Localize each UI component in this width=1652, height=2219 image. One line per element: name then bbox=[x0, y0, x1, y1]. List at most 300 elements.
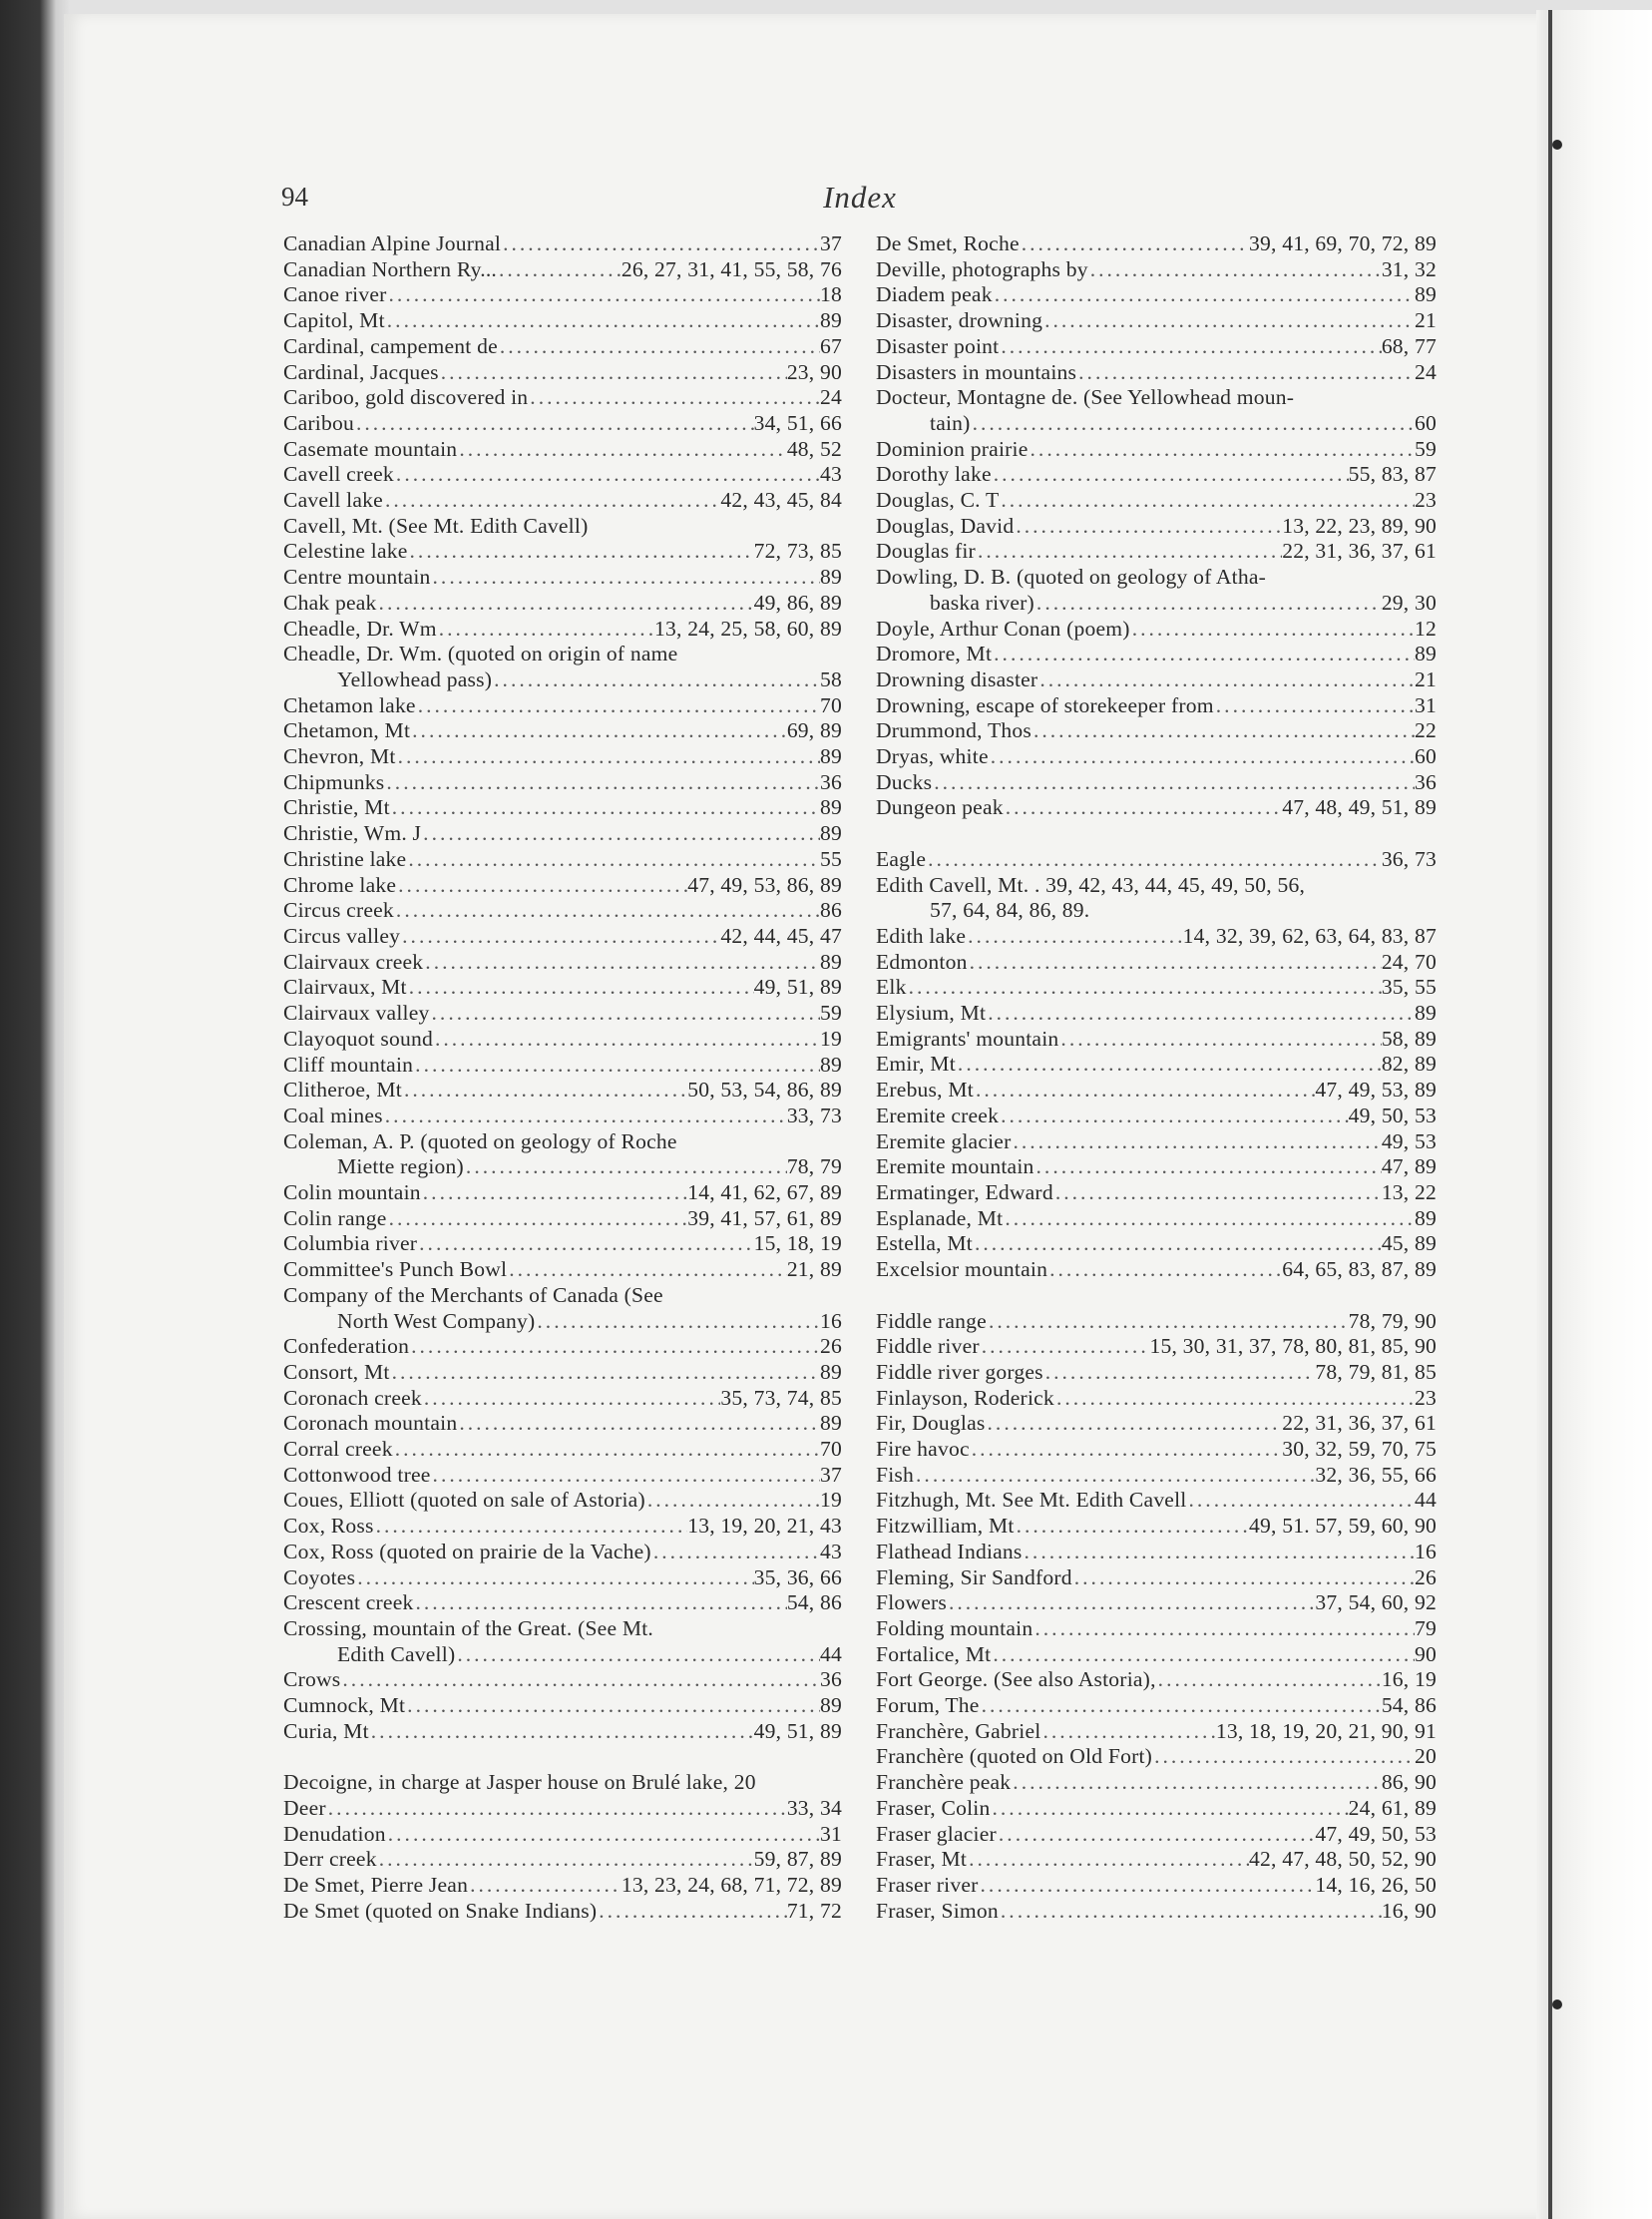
index-entry bbox=[283, 539, 842, 565]
page-references: 58 bbox=[820, 666, 842, 691]
index-term: Disaster point bbox=[876, 333, 1000, 358]
page-references: 36 bbox=[820, 1667, 842, 1692]
index-term: Clairvaux, Mt bbox=[283, 975, 407, 1000]
dot-leader bbox=[926, 847, 1382, 873]
dot-leader bbox=[421, 1180, 687, 1206]
index-term: Cox, Ross bbox=[283, 1514, 374, 1539]
index-entry bbox=[283, 334, 842, 360]
index-entry bbox=[283, 1642, 842, 1668]
index-entry bbox=[876, 462, 1437, 488]
index-term: Fire havoc bbox=[876, 1437, 970, 1462]
index-term: Cavell creek bbox=[283, 462, 394, 487]
index-entry bbox=[876, 591, 1437, 617]
index-entry bbox=[283, 975, 842, 1001]
page-references: 67 bbox=[820, 333, 842, 358]
index-entry bbox=[283, 1180, 842, 1206]
index-entry bbox=[876, 642, 1437, 667]
dot-leader bbox=[651, 1540, 820, 1565]
dot-leader bbox=[1023, 1540, 1415, 1565]
index-entry bbox=[283, 565, 842, 591]
page-references: 69, 89 bbox=[786, 718, 842, 743]
index-entry bbox=[283, 924, 842, 950]
index-term: Disasters in mountains bbox=[876, 359, 1077, 384]
page-references: 49, 86, 89 bbox=[753, 590, 842, 615]
dot-leader bbox=[997, 1822, 1316, 1848]
index-term: Fraser glacier bbox=[876, 1821, 997, 1846]
index-term: Excelsior mountain bbox=[876, 1257, 1048, 1282]
index-entry bbox=[283, 795, 842, 821]
index-entry bbox=[876, 1129, 1437, 1155]
index-term: Dryas, white bbox=[876, 744, 989, 769]
index-term: Folding mountain bbox=[876, 1615, 1033, 1640]
dot-leader bbox=[431, 1463, 820, 1489]
dot-leader bbox=[1004, 795, 1283, 821]
dot-leader bbox=[1037, 667, 1415, 693]
page-references: 44 bbox=[1415, 1488, 1437, 1513]
page-right-edge bbox=[1536, 10, 1652, 2219]
page-references: 48, 52 bbox=[786, 436, 842, 461]
page-references: 33, 34 bbox=[786, 1795, 842, 1820]
dot-leader bbox=[1072, 1565, 1415, 1591]
index-term: Derr creek bbox=[283, 1847, 377, 1872]
dot-leader bbox=[408, 539, 754, 565]
dot-leader bbox=[987, 1309, 1349, 1335]
index-entry bbox=[876, 617, 1437, 643]
dot-leader bbox=[386, 1822, 820, 1848]
page-references: 21 bbox=[1415, 666, 1437, 691]
page-references: 26 bbox=[820, 1334, 842, 1359]
index-term: baska river) bbox=[930, 590, 1034, 615]
dot-leader bbox=[991, 1642, 1415, 1668]
index-entry bbox=[283, 718, 842, 744]
page-references: 55 bbox=[820, 846, 842, 871]
index-term: Denudation bbox=[283, 1821, 386, 1846]
index-term: Miette region) bbox=[337, 1154, 464, 1179]
index-term: Edith Cavell) bbox=[337, 1641, 456, 1666]
page-references: 82, 89 bbox=[1381, 1052, 1437, 1077]
index-term: Ermatinger, Edward bbox=[876, 1180, 1053, 1204]
index-entry bbox=[876, 718, 1437, 744]
page-references: 47, 49, 50, 53 bbox=[1315, 1821, 1437, 1846]
index-entry bbox=[876, 257, 1437, 283]
index-term: Douglas fir bbox=[876, 539, 976, 564]
page-references: 47, 49, 53, 89 bbox=[1315, 1078, 1437, 1103]
dot-leader bbox=[979, 1873, 1316, 1899]
page-references: 14, 16, 26, 50 bbox=[1315, 1872, 1437, 1897]
page-references: 34, 51, 66 bbox=[753, 410, 842, 435]
index-term: Eagle bbox=[876, 846, 927, 871]
index-entry bbox=[876, 1437, 1437, 1463]
dot-leader bbox=[396, 744, 820, 770]
index-term: Edith lake bbox=[876, 923, 967, 948]
dot-leader bbox=[468, 1873, 621, 1899]
index-term: Chetamon, Mt bbox=[283, 718, 411, 743]
index-term: Diadem peak bbox=[876, 282, 993, 307]
page-references: 78, 79 bbox=[786, 1154, 842, 1179]
index-term: Christie, Wm. J bbox=[283, 821, 422, 846]
page-references: 86 bbox=[820, 898, 842, 923]
page-references: 16, 19 bbox=[1381, 1667, 1437, 1692]
index-entry bbox=[283, 282, 842, 308]
index-term: Cardinal, campement de bbox=[283, 333, 498, 358]
dot-leader bbox=[992, 462, 1349, 488]
index-term: Christie, Mt bbox=[283, 795, 390, 820]
index-term: Columbia river bbox=[283, 1231, 418, 1256]
index-term: Elysium, Mt bbox=[876, 1001, 987, 1026]
index-term: Flowers bbox=[876, 1590, 947, 1615]
dot-leader bbox=[423, 950, 820, 976]
index-entry: Company of the Merchants of Canada (See bbox=[283, 1282, 663, 1307]
index-term: Fiddle river bbox=[876, 1334, 980, 1359]
page-references: 24, 61, 89 bbox=[1348, 1795, 1437, 1820]
dot-leader bbox=[431, 565, 820, 591]
index-term: Corral creek bbox=[283, 1437, 393, 1462]
page-references: 18 bbox=[820, 282, 842, 307]
index-entry bbox=[876, 1309, 1437, 1335]
page-references: 89 bbox=[1415, 1205, 1437, 1230]
index-entry bbox=[283, 1360, 842, 1386]
page-references: 78, 79, 90 bbox=[1348, 1308, 1437, 1333]
index-term: Fraser river bbox=[876, 1872, 979, 1897]
index-term: Cox, Ross (quoted on prairie de la Vache) bbox=[283, 1539, 651, 1563]
page-references: 44 bbox=[820, 1641, 842, 1666]
dot-leader bbox=[1011, 1129, 1381, 1155]
index-term: Canadian Northern Ry... bbox=[283, 256, 498, 281]
index-column-right bbox=[876, 231, 1437, 1924]
index-entry bbox=[876, 1231, 1437, 1257]
index-entry bbox=[876, 1206, 1437, 1232]
dot-leader bbox=[385, 308, 820, 334]
index-entry bbox=[283, 1411, 842, 1437]
index-entry: 57, 64, 84, 86, 89. bbox=[930, 898, 1090, 923]
index-entry bbox=[283, 1565, 842, 1591]
index-term: Fortalice, Mt bbox=[876, 1641, 992, 1666]
dot-leader bbox=[384, 770, 820, 796]
index-entry bbox=[283, 1514, 842, 1540]
index-entry bbox=[283, 1154, 842, 1180]
page-references: 54, 86 bbox=[1381, 1693, 1437, 1718]
dot-leader bbox=[1034, 1154, 1382, 1180]
page-references: 49, 51, 89 bbox=[753, 975, 842, 1000]
index-entry bbox=[283, 1822, 842, 1848]
index-term: Cardinal, Jacques bbox=[283, 359, 439, 384]
page-references: 23 bbox=[1415, 488, 1437, 513]
dot-leader bbox=[387, 282, 820, 308]
index-term: Chevron, Mt bbox=[283, 744, 396, 769]
index-term: Emir, Mt bbox=[876, 1052, 956, 1077]
index-term: Fraser, Simon bbox=[876, 1898, 999, 1923]
page-references: 49, 50, 53 bbox=[1348, 1103, 1437, 1127]
index-term: Canoe river bbox=[283, 282, 387, 307]
index-term: North West Company) bbox=[337, 1308, 536, 1333]
dot-leader bbox=[354, 411, 754, 437]
index-entry bbox=[876, 1719, 1437, 1745]
index-entry bbox=[283, 257, 842, 283]
index-entry bbox=[283, 617, 842, 643]
index-entry bbox=[876, 1847, 1437, 1873]
index-term: Colin mountain bbox=[283, 1180, 421, 1205]
page-references: 31 bbox=[1415, 692, 1437, 717]
page-references: 47, 49, 53, 86, 89 bbox=[687, 872, 842, 897]
page-references: 89 bbox=[820, 565, 842, 590]
index-entry bbox=[876, 1360, 1437, 1386]
index-term: Chrome lake bbox=[283, 872, 397, 897]
index-entry bbox=[283, 1001, 842, 1027]
index-term: tain) bbox=[930, 410, 971, 435]
page-references: 13, 19, 20, 21, 43 bbox=[687, 1514, 842, 1539]
dot-leader bbox=[992, 642, 1415, 667]
page-references: 42, 47, 48, 50, 52, 90 bbox=[1249, 1847, 1437, 1872]
dot-leader bbox=[966, 924, 1183, 950]
dot-leader bbox=[464, 1154, 787, 1180]
index-term: Christine lake bbox=[283, 846, 407, 871]
index-entry bbox=[283, 1719, 842, 1745]
index-term: De Smet, Roche bbox=[876, 231, 1020, 255]
dot-leader bbox=[430, 1001, 820, 1027]
index-term: Fleming, Sir Sandford bbox=[876, 1564, 1072, 1589]
index-term: Capitol, Mt bbox=[283, 308, 385, 333]
page-references: 59 bbox=[820, 1001, 842, 1026]
page-references: 43 bbox=[820, 1539, 842, 1563]
index-entry bbox=[283, 821, 842, 847]
index-term: Fraser, Colin bbox=[876, 1795, 991, 1820]
index-entry bbox=[876, 667, 1437, 693]
index-term: Emigrants' mountain bbox=[876, 1026, 1059, 1051]
page-references: 90 bbox=[1415, 1641, 1437, 1666]
page-references: 32, 36, 55, 66 bbox=[1315, 1462, 1437, 1487]
dot-leader bbox=[1042, 308, 1415, 334]
page-references: 36 bbox=[820, 769, 842, 794]
dot-leader bbox=[645, 1488, 820, 1514]
index-term: Fiddle range bbox=[876, 1308, 987, 1333]
page-references: 89 bbox=[820, 1052, 842, 1077]
page-references: 43 bbox=[820, 462, 842, 487]
dot-leader bbox=[396, 873, 687, 899]
page-references: 89 bbox=[1415, 1001, 1437, 1026]
index-term: Edmonton bbox=[876, 949, 968, 974]
page-references: 13, 22, 23, 89, 90 bbox=[1282, 513, 1437, 538]
index-term: Dominion prairie bbox=[876, 436, 1029, 461]
dot-leader bbox=[1156, 1667, 1382, 1693]
page-references: 31 bbox=[820, 1821, 842, 1846]
dot-leader bbox=[1029, 437, 1415, 463]
page-references: 42, 44, 45, 47 bbox=[720, 923, 842, 948]
index-entry bbox=[876, 1386, 1437, 1412]
dot-leader bbox=[374, 1514, 688, 1540]
page-references: 86, 90 bbox=[1381, 1770, 1437, 1795]
index-term: Coronach creek bbox=[283, 1385, 422, 1410]
page-references: 19 bbox=[820, 1488, 842, 1513]
index-entry bbox=[283, 488, 842, 514]
index-entry: Docteur, Montagne de. (See Yellowhead moun- bbox=[876, 385, 1295, 410]
page-references: 29, 30 bbox=[1381, 590, 1437, 615]
dot-leader bbox=[1015, 1514, 1249, 1540]
index-term: Dromore, Mt bbox=[876, 642, 993, 666]
dot-leader bbox=[507, 1257, 787, 1283]
index-entry bbox=[876, 1667, 1437, 1693]
index-entry bbox=[283, 1899, 842, 1925]
page-references: 23, 90 bbox=[786, 359, 842, 384]
index-term: De Smet (quoted on Snake Indians) bbox=[283, 1898, 598, 1923]
index-entry bbox=[283, 462, 842, 488]
index-entry bbox=[283, 1463, 842, 1489]
index-term: Fitzwilliam, Mt bbox=[876, 1514, 1015, 1539]
index-entry bbox=[876, 360, 1437, 386]
edge-mark-top bbox=[1552, 140, 1562, 150]
page-references: 89 bbox=[820, 744, 842, 769]
dot-leader bbox=[400, 924, 720, 950]
page-references: 14, 41, 62, 67, 89 bbox=[687, 1180, 842, 1205]
index-entry bbox=[283, 231, 842, 257]
index-term: Erebus, Mt bbox=[876, 1078, 974, 1103]
index-term: Franchère peak bbox=[876, 1770, 1012, 1795]
index-entry bbox=[876, 693, 1437, 719]
index-entry bbox=[876, 437, 1437, 463]
index-entry bbox=[283, 1847, 842, 1873]
dot-leader bbox=[439, 360, 787, 386]
index-term: Clitheroe, Mt bbox=[283, 1078, 402, 1103]
index-entry bbox=[283, 1104, 842, 1129]
dot-leader bbox=[528, 385, 820, 411]
dot-leader bbox=[326, 1796, 787, 1822]
index-entry bbox=[283, 1488, 842, 1514]
page-references: 13, 23, 24, 68, 71, 72, 89 bbox=[620, 1872, 842, 1897]
page-references: 68, 77 bbox=[1381, 333, 1437, 358]
index-entry bbox=[876, 1899, 1437, 1925]
dot-leader bbox=[999, 1899, 1382, 1925]
dot-leader bbox=[433, 1027, 820, 1053]
index-term: Chak peak bbox=[283, 590, 377, 615]
dot-leader bbox=[1032, 718, 1415, 744]
index-term: Deville, photographs by bbox=[876, 256, 1088, 281]
dot-leader bbox=[501, 231, 820, 257]
dot-leader bbox=[383, 488, 720, 514]
dot-leader bbox=[417, 1231, 753, 1257]
page-references: 16, 90 bbox=[1381, 1898, 1437, 1923]
index-entry bbox=[283, 1590, 842, 1616]
page-references: 78, 79, 81, 85 bbox=[1315, 1359, 1437, 1384]
edge-mark-bottom bbox=[1552, 1999, 1562, 2009]
index-entry bbox=[283, 873, 842, 899]
page-references: 24 bbox=[1415, 359, 1437, 384]
index-entry bbox=[876, 282, 1437, 308]
dot-leader bbox=[973, 1231, 1382, 1257]
index-entry bbox=[283, 411, 842, 437]
index-entry bbox=[283, 1078, 842, 1104]
index-term: Disaster, drowning bbox=[876, 308, 1043, 333]
dot-leader bbox=[989, 744, 1415, 770]
page-references: 23 bbox=[1415, 1385, 1437, 1410]
index-entry bbox=[876, 1565, 1437, 1591]
index-term: Yellowhead pass) bbox=[337, 666, 493, 691]
index-entry bbox=[876, 1873, 1437, 1899]
index-entry bbox=[283, 360, 842, 386]
page-references: 45, 89 bbox=[1381, 1231, 1437, 1256]
page-references: 24 bbox=[820, 385, 842, 410]
index-entry bbox=[283, 1309, 842, 1335]
index-term: Chetamon lake bbox=[283, 692, 416, 717]
index-term: Circus creek bbox=[283, 898, 394, 923]
dot-leader bbox=[956, 1052, 1382, 1078]
index-term: Dungeon peak bbox=[876, 795, 1004, 820]
dot-leader bbox=[1003, 1206, 1415, 1232]
index-term: Fitzhugh, Mt. See Mt. Edith Cavell bbox=[876, 1488, 1187, 1513]
index-entry bbox=[283, 308, 842, 334]
page-references: 12 bbox=[1415, 616, 1437, 641]
dot-leader bbox=[1043, 1360, 1316, 1386]
index-entry: Cavell, Mt. (See Mt. Edith Cavell) bbox=[283, 513, 589, 538]
index-entry bbox=[283, 1386, 842, 1412]
index-entry bbox=[283, 847, 842, 873]
index-term: Curia, Mt bbox=[283, 1718, 369, 1743]
index-term: Confederation bbox=[283, 1334, 410, 1359]
dot-leader bbox=[980, 1334, 1150, 1360]
dot-leader bbox=[1054, 1386, 1415, 1412]
index-term: Canadian Alpine Journal bbox=[283, 231, 502, 255]
page-references: 72, 73, 85 bbox=[753, 539, 842, 564]
dot-leader bbox=[393, 1437, 820, 1463]
index-entry bbox=[283, 1231, 842, 1257]
index-entry bbox=[876, 1590, 1437, 1616]
index-section-gap bbox=[876, 1283, 1437, 1309]
index-entry bbox=[876, 1822, 1437, 1848]
dot-leader bbox=[455, 1642, 820, 1668]
dot-leader bbox=[1187, 1488, 1416, 1514]
index-entry bbox=[283, 1053, 842, 1079]
page-references: 15, 30, 31, 37, 78, 80, 81, 85, 90 bbox=[1149, 1334, 1437, 1359]
dot-leader bbox=[999, 488, 1415, 514]
dot-leader bbox=[421, 821, 820, 847]
dot-leader bbox=[1058, 1027, 1381, 1053]
index-entry bbox=[283, 1873, 842, 1899]
index-entry bbox=[876, 1642, 1437, 1668]
index-entry bbox=[876, 1154, 1437, 1180]
page-title: Index bbox=[823, 180, 897, 215]
dot-leader bbox=[932, 770, 1415, 796]
index-entry bbox=[283, 1693, 842, 1719]
page-references: 89 bbox=[1415, 282, 1437, 307]
page-references: 26 bbox=[1415, 1564, 1437, 1589]
index-section-gap bbox=[876, 821, 1437, 847]
page-edge-line bbox=[1548, 10, 1552, 2219]
page-references: 21, 89 bbox=[786, 1257, 842, 1282]
page-references: 37 bbox=[820, 231, 842, 255]
page-references: 89 bbox=[1415, 642, 1437, 666]
index-entry bbox=[876, 975, 1437, 1001]
index-term: Estella, Mt bbox=[876, 1231, 973, 1256]
index-term: Committee's Punch Bowl bbox=[283, 1257, 508, 1282]
index-entry bbox=[876, 1488, 1437, 1514]
index-entry bbox=[876, 1027, 1437, 1053]
page-references: 58, 89 bbox=[1381, 1026, 1437, 1051]
page-references: 89 bbox=[820, 1411, 842, 1436]
index-entry bbox=[283, 1206, 842, 1232]
index-entry bbox=[283, 1027, 842, 1053]
dot-leader bbox=[497, 257, 621, 283]
dot-leader bbox=[1088, 257, 1382, 283]
index-entry bbox=[876, 411, 1437, 437]
index-section-gap bbox=[283, 1744, 842, 1770]
page-references: 60 bbox=[1415, 744, 1437, 769]
index-term: Colin range bbox=[283, 1205, 387, 1230]
dot-leader bbox=[999, 1104, 1349, 1129]
index-entry bbox=[283, 1257, 842, 1283]
dot-leader bbox=[498, 334, 820, 360]
page-references: 42, 43, 45, 84 bbox=[720, 488, 842, 513]
page-references: 89 bbox=[820, 308, 842, 333]
page-number: 94 bbox=[281, 182, 308, 212]
index-term: Elk bbox=[876, 975, 907, 1000]
